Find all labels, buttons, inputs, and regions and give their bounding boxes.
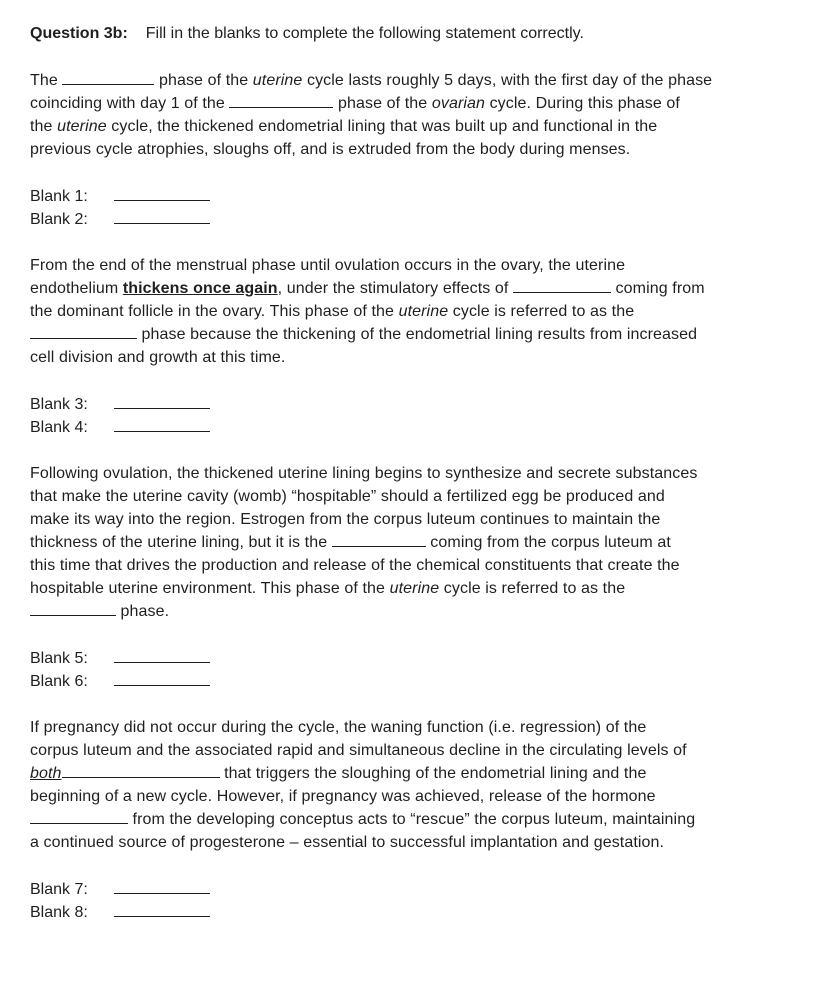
paragraph-line: endothelium thickens once again, under the stimulatory effects of coming from bbox=[30, 277, 796, 300]
blank-row-4 bbox=[30, 416, 210, 439]
inline-blank-7 bbox=[62, 762, 220, 778]
paragraph-line: corpus luteum and the associated rapid and simultaneous decline in the circulating levels of bbox=[30, 742, 687, 759]
blank-row-8 bbox=[30, 901, 210, 924]
paragraph-line: Following ovulation, the thickened uterine lining begins to synthesize and secrete substances bbox=[30, 465, 698, 482]
blank-row-7 bbox=[30, 878, 210, 901]
blank-label: Blank 6: bbox=[30, 673, 88, 690]
blank-row-3 bbox=[30, 393, 210, 416]
blank-1-answer[interactable] bbox=[114, 185, 210, 201]
blank-5-answer[interactable] bbox=[114, 647, 210, 663]
question-instruction: Fill in the blanks to complete the following statement correctly. bbox=[145, 25, 584, 42]
question-heading bbox=[30, 23, 584, 45]
blank-row-5 bbox=[30, 647, 210, 670]
blank-label: Blank 2: bbox=[30, 211, 88, 228]
paragraph-line: hospitable uterine environment. This phase of the uterine cycle is referred to as the bbox=[30, 580, 626, 597]
paragraph-line: phase. bbox=[30, 600, 796, 623]
paragraph-line: a continued source of progesterone – essential to successful implantation and gestation. bbox=[30, 834, 665, 851]
inline-blank-5 bbox=[332, 531, 426, 547]
paragraph-line: make its way into the region. Estrogen from the corpus luteum continues to maintain the bbox=[30, 511, 661, 528]
paragraph-line: If pregnancy did not occur during the cycle, the waning function (i.e. regression) of the bbox=[30, 719, 647, 736]
blank-label: Blank 8: bbox=[30, 904, 88, 921]
paragraph-line: beginning of a new cycle. However, if pregnancy was achieved, release of the hormone bbox=[30, 788, 656, 805]
paragraph-line: The phase of the uterine cycle lasts roughly 5 days, with the first day of the phase bbox=[30, 69, 796, 92]
blank-3-answer[interactable] bbox=[114, 393, 210, 409]
paragraph-1 bbox=[30, 69, 796, 161]
paragraph-line: previous cycle atrophies, sloughs off, and is extruded from the body during menses. bbox=[30, 141, 631, 158]
blank-8-answer[interactable] bbox=[114, 901, 210, 917]
blank-2-answer[interactable] bbox=[114, 208, 210, 224]
inline-blank-2 bbox=[229, 92, 333, 108]
blank-row-1 bbox=[30, 185, 210, 208]
blank-label: Blank 7: bbox=[30, 881, 88, 898]
paragraph-line: From the end of the menstrual phase until ovulation occurs in the ovary, the uterine bbox=[30, 257, 626, 274]
paragraph-4 bbox=[30, 716, 796, 854]
paragraph-line: both that triggers the sloughing of the endometrial lining and the bbox=[30, 762, 796, 785]
paragraph-2 bbox=[30, 254, 796, 369]
inline-blank-1 bbox=[62, 69, 154, 85]
inline-blank-6 bbox=[30, 600, 116, 616]
paragraph-line: this time that drives the production and release of the chemical constituents that create the bbox=[30, 557, 680, 574]
paragraph-line: from the developing conceptus acts to “rescue” the corpus luteum, maintaining bbox=[30, 808, 796, 831]
inline-blank-8 bbox=[30, 808, 128, 824]
paragraph-line: cell division and growth at this time. bbox=[30, 349, 286, 366]
blank-row-2 bbox=[30, 208, 210, 231]
blank-label: Blank 4: bbox=[30, 419, 88, 436]
blank-6-answer[interactable] bbox=[114, 670, 210, 686]
blank-label: Blank 1: bbox=[30, 188, 88, 205]
paragraph-line: the dominant follicle in the ovary. This phase of the uterine cycle is referred to as the bbox=[30, 303, 635, 320]
blank-row-6 bbox=[30, 670, 210, 693]
blank-label: Blank 3: bbox=[30, 396, 88, 413]
paragraph-line: thickness of the uterine lining, but it is the coming from the corpus luteum at bbox=[30, 531, 796, 554]
inline-blank-3 bbox=[513, 277, 611, 293]
paragraph-line: coinciding with day 1 of the phase of the ovarian cycle. During this phase of bbox=[30, 92, 796, 115]
inline-blank-4 bbox=[30, 323, 137, 339]
paragraph-3 bbox=[30, 462, 796, 623]
paragraph-line: the uterine cycle, the thickened endometrial lining that was built up and functional in the bbox=[30, 118, 658, 135]
paragraph-line: phase because the thickening of the endometrial lining results from increased bbox=[30, 323, 796, 346]
blank-label: Blank 5: bbox=[30, 650, 88, 667]
question-label: Question 3b: bbox=[30, 25, 128, 42]
paragraph-line: that make the uterine cavity (womb) “hospitable” should a fertilized egg be produced and bbox=[30, 488, 665, 505]
blank-4-answer[interactable] bbox=[114, 416, 210, 432]
blank-7-answer[interactable] bbox=[114, 878, 210, 894]
